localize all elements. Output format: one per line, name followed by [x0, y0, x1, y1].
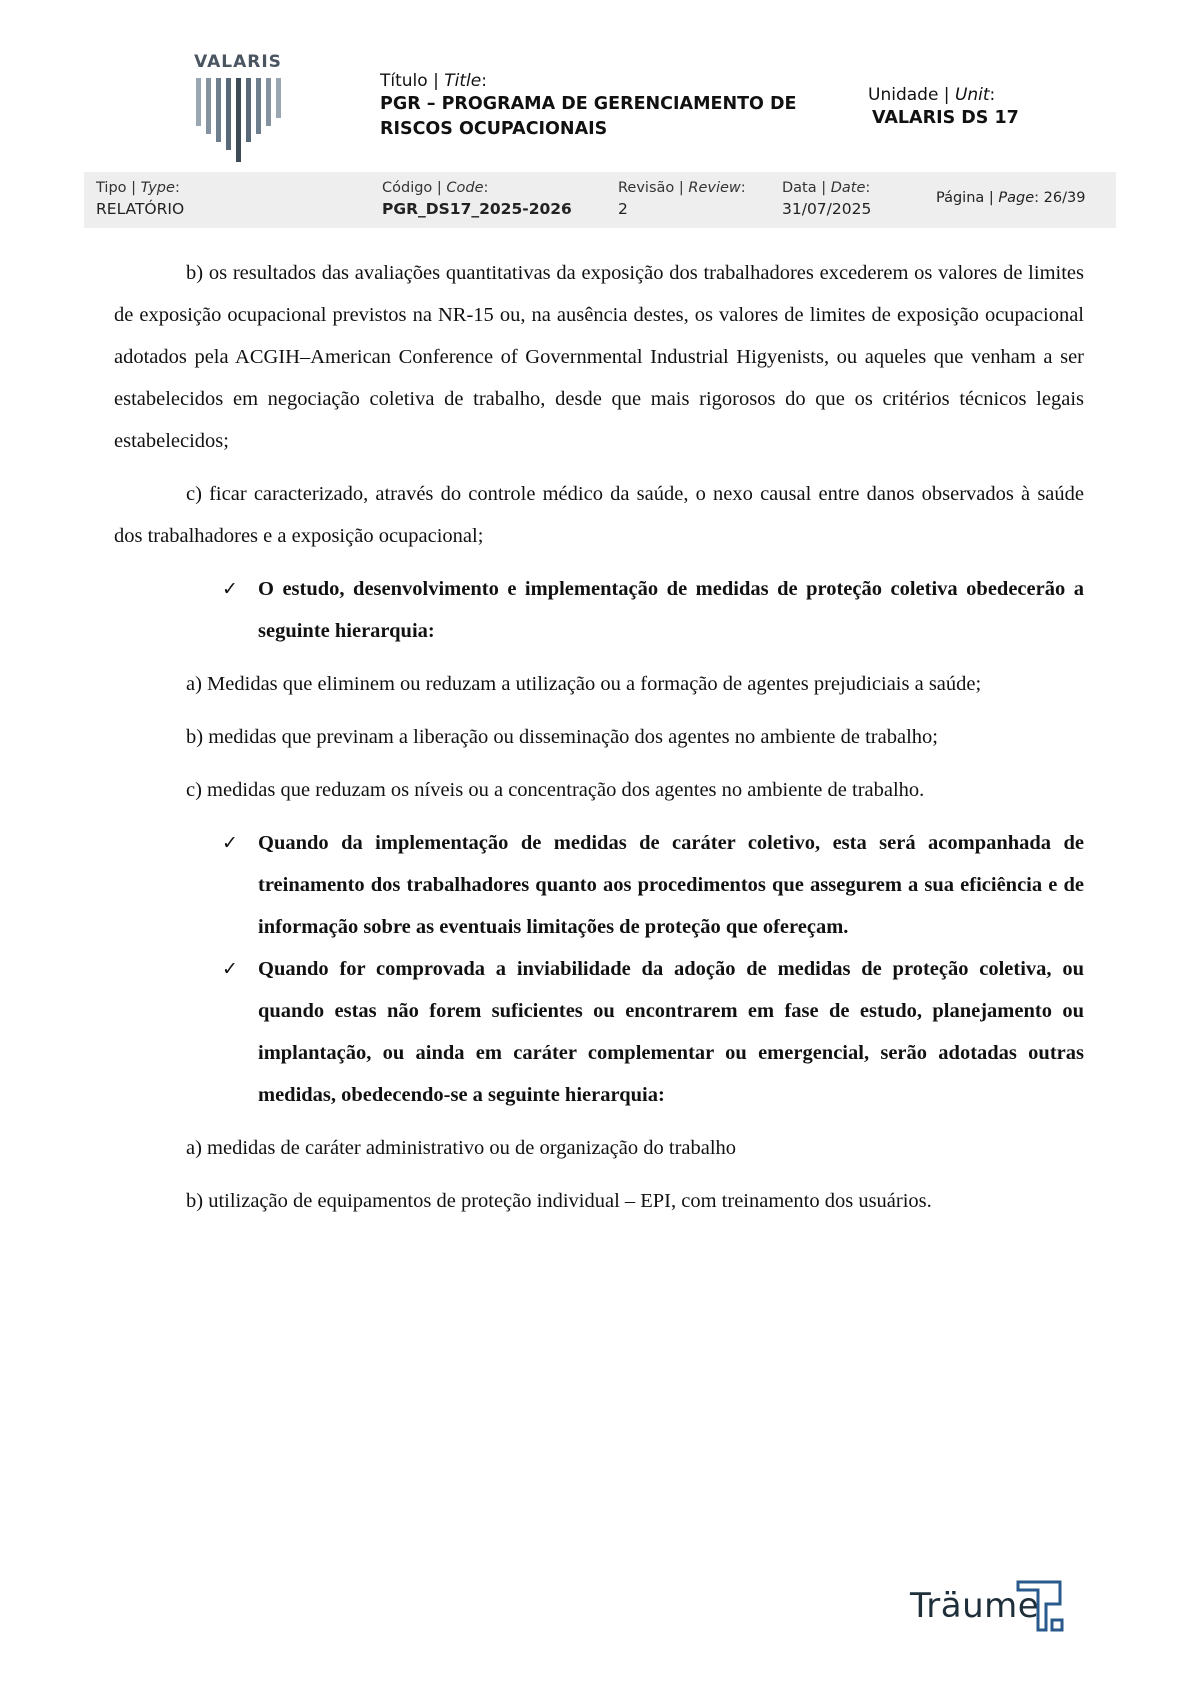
checklist-item: ✓ O estudo, desenvolvimento e implementação de medidas de proteção coletiva obedecerão a seguinte hierarquia: — [114, 568, 1084, 652]
document-meta-bar — [84, 172, 1116, 228]
meta-page: Página | Page: 26/39 — [936, 190, 1086, 206]
traume-logo-icon — [1016, 1578, 1076, 1636]
document-body — [114, 252, 1084, 1233]
checklist-item: ✓ Quando for comprovada a inviabilidade da adoção de medidas de proteção coletiva, ou quando estas não forem suficientes ou encontrarem em fase de estudo, planejamento ou implantação, ou ainda em caráter complementar ou emergencial, serão adotadas outras medidas, obedecendo-se a seguinte hierarquia: — [114, 948, 1084, 1116]
check-icon: ✓ — [222, 832, 238, 854]
traume-logo — [906, 1578, 1086, 1638]
meta-review: Revisão | Review: 2 — [618, 180, 746, 218]
valaris-logo-icon — [190, 76, 290, 166]
valaris-logo — [188, 52, 298, 162]
check-icon: ✓ — [222, 958, 238, 980]
document-title-line-2: RISCOS OCUPACIONAIS — [380, 119, 608, 139]
meta-review-value: 2 — [618, 200, 628, 218]
checklist-item: ✓ Quando da implementação de medidas de caráter coletivo, esta será acompanhada de treinamento dos trabalhadores quanto aos procedimentos que assegurem a sua eficiência e de informação sobre as eventuais limitações de proteção que ofereçam. — [114, 822, 1084, 948]
meta-type: Tipo | Type: RELATÓRIO — [96, 180, 185, 218]
paragraph: b) utilização de equipamentos de proteção individual – EPI, com treinamento dos usuários. — [186, 1190, 932, 1212]
document-title-block — [380, 70, 840, 142]
logo-text: VALARIS — [194, 52, 282, 72]
unit-value: VALARIS DS 17 — [872, 108, 1019, 128]
meta-type-value: RELATÓRIO — [96, 200, 185, 218]
meta-code-value: PGR_DS17_2025-2026 — [382, 200, 572, 218]
paragraph: a) Medidas que eliminem ou reduzam a utilização ou a formação de agentes prejudiciais a saúde; — [186, 673, 982, 695]
meta-date-value: 31/07/2025 — [782, 200, 872, 218]
meta-code: Código | Code: PGR_DS17_2025-2026 — [382, 180, 572, 218]
document-title-line-1: PGR – PROGRAMA DE GERENCIAMENTO DE — [380, 94, 797, 114]
check-icon: ✓ — [222, 578, 238, 600]
meta-date: Data | Date: 31/07/2025 — [782, 180, 872, 218]
unit-block — [868, 84, 1088, 131]
paragraph: c) ficar caracterizado, através do controle médico da saúde, o nexo causal entre danos observados à saúde dos trabalhadores e a exposição ocupacional; — [114, 483, 1084, 547]
paragraph: c) medidas que reduzam os níveis ou a concentração dos agentes no ambiente de trabalho. — [186, 779, 925, 801]
unit-label: Unidade | Unit: — [868, 85, 996, 105]
title-label: Título | Title: — [380, 71, 487, 91]
page-number: 26/39 — [1043, 190, 1086, 206]
brand-name: Träume — [910, 1586, 1040, 1626]
paragraph: b) os resultados das avaliações quantitativas da exposição dos trabalhadores excederem os valores de limites de exposição ocupacional previstos na NR-15 ou, na ausência destes, os valores de limites de exposição ocupacional adotados pela ACGIH–American Conference of Governmental Industrial Higyenists, ou aqueles que venham a ser estabelecidos em negociação coletiva de trabalho, desde que mais rigorosos do que os critérios técnicos legais estabelecidos; — [114, 262, 1084, 452]
paragraph: b) medidas que previnam a liberação ou disseminação dos agentes no ambiente de trabalho; — [186, 726, 938, 748]
paragraph: a) medidas de caráter administrativo ou de organização do trabalho — [186, 1137, 737, 1159]
